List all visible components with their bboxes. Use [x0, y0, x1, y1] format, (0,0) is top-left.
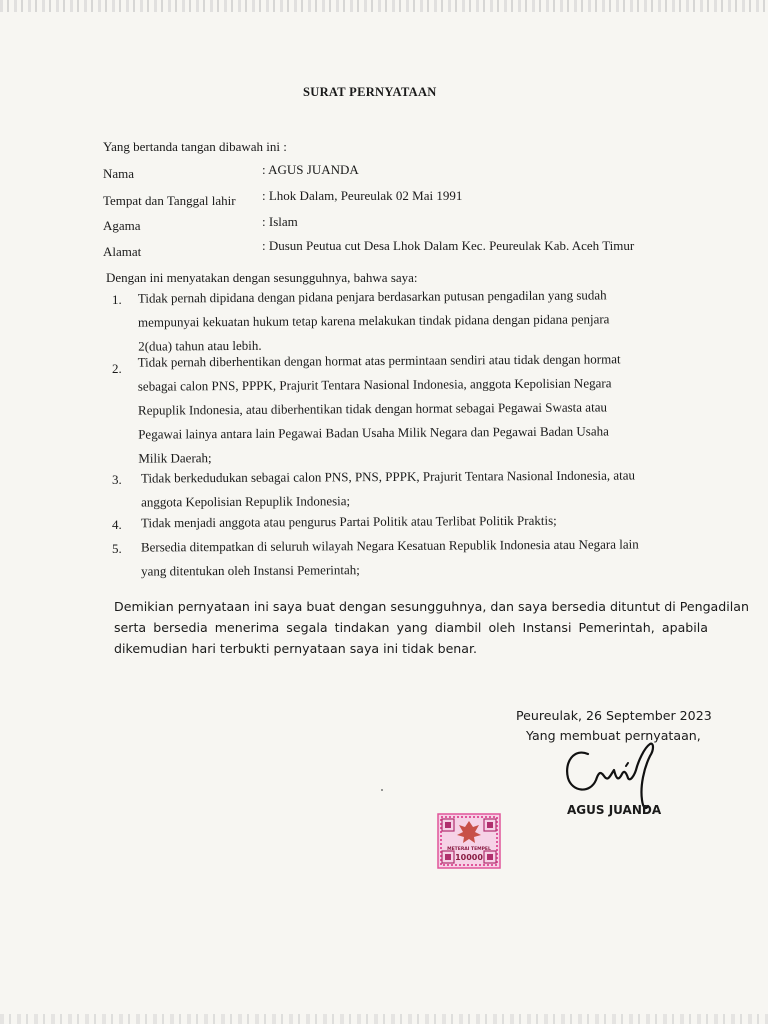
- stamp-label: METERAI TEMPEL: [447, 847, 491, 852]
- scan-edge-top: [0, 0, 768, 12]
- stamp-value: 10000: [455, 853, 483, 862]
- signer-name: AGUS JUANDA: [567, 803, 662, 817]
- field-value-alamat: : Dusun Peutua cut Desa Lhok Dalam Kec. Peureulak Kab. Aceh Timur: [262, 238, 635, 253]
- opening-statement: Dengan ini menyatakan dengan sesungguhnya, bahwa saya:: [106, 270, 418, 285]
- item-number: 4.: [112, 517, 122, 532]
- item-line: Bersedia ditempatkan di seluruh wilayah Negara Kesatuan Republik Indonesia atau Negara lain: [140, 536, 639, 555]
- item-line: mempunyai kekuatan hukum tetap karena melakukan tindak pidana dengan pidana penjara: [137, 311, 610, 330]
- item-line: sebagai calon PNS, PPPK, Prajurit Tentara Nasional Indonesia, anggota Kepolisian Negara: [137, 375, 612, 394]
- closing-line: serta bersedia menerima segala tindakan yang diambil oleh Instansi Pemerintah, apabila: [114, 620, 708, 635]
- list-item: [141, 463, 635, 514]
- item-line: anggota Kepolisian Repuplik Indonesia;: [141, 493, 351, 510]
- field-label-alamat: Alamat: [103, 244, 142, 259]
- scan-speck: [381, 789, 383, 791]
- document-title: SURAT PERNYATAAN: [303, 85, 437, 99]
- list-item: [138, 347, 622, 470]
- closing-paragraph: [114, 596, 749, 659]
- closing-line: Demikian pernyataan ini saya buat dengan sesungguhnya, dan saya bersedia dituntut di Pengadilan: [114, 599, 749, 614]
- item-line: Milik Daerah;: [138, 450, 212, 466]
- scan-edge-bottom: [0, 1014, 768, 1024]
- field-label-nama: Nama: [103, 166, 135, 181]
- item-line: yang ditentukan oleh Instansi Pemerintah;: [141, 562, 360, 579]
- field-label-agama: Agama: [103, 218, 141, 233]
- closing-line: dikemudian hari terbukti pernyataan saya ini tidak benar.: [114, 641, 478, 656]
- list-item: [141, 509, 557, 536]
- item-number: 3.: [112, 472, 122, 487]
- field-value-agama: : Islam: [262, 214, 298, 229]
- maker-label: Yang membuat pernyataan,: [526, 728, 701, 743]
- meterai-stamp: [437, 813, 501, 869]
- item-line: Repuplik Indonesia, atau diberhentikan tidak dengan hormat sebagai Pegawai Swasta atau: [137, 399, 607, 418]
- item-number: 2.: [112, 361, 122, 376]
- field-value-ttl: : Lhok Dalam, Peureulak 02 Mai 1991: [262, 188, 463, 203]
- item-line: 2(dua) tahun atau lebih.: [138, 337, 262, 354]
- place-date: Peureulak, 26 September 2023: [516, 708, 712, 723]
- intro-text: Yang bertanda tangan dibawah ini :: [103, 139, 287, 154]
- item-line: Tidak berkedudukan sebagai calon PNS, PNS, PPPK, Prajurit Tentara Nasional Indonesia, atau: [140, 467, 636, 486]
- field-value-nama: : AGUS JUANDA: [262, 162, 359, 177]
- item-line: Pegawai lainya antara lain Pegawai Badan Usaha Milik Negara dan Pegawai Badan Usaha: [138, 423, 609, 442]
- item-line: Tidak menjadi anggota atau pengurus Partai Politik atau Terlibat Politik Praktis;: [140, 512, 557, 531]
- item-number: 1.: [112, 292, 122, 307]
- field-label-ttl: Tempat dan Tanggal lahir: [103, 193, 236, 208]
- item-line: Tidak pernah dipidana dengan pidana penjara berdasarkan putusan pengadilan yang sudah: [137, 287, 607, 306]
- item-line: Tidak pernah diberhentikan dengan hormat atas permintaan sendiri atau tidak dengan hormat: [137, 351, 621, 370]
- item-number: 5.: [112, 541, 122, 556]
- list-item: [141, 532, 639, 583]
